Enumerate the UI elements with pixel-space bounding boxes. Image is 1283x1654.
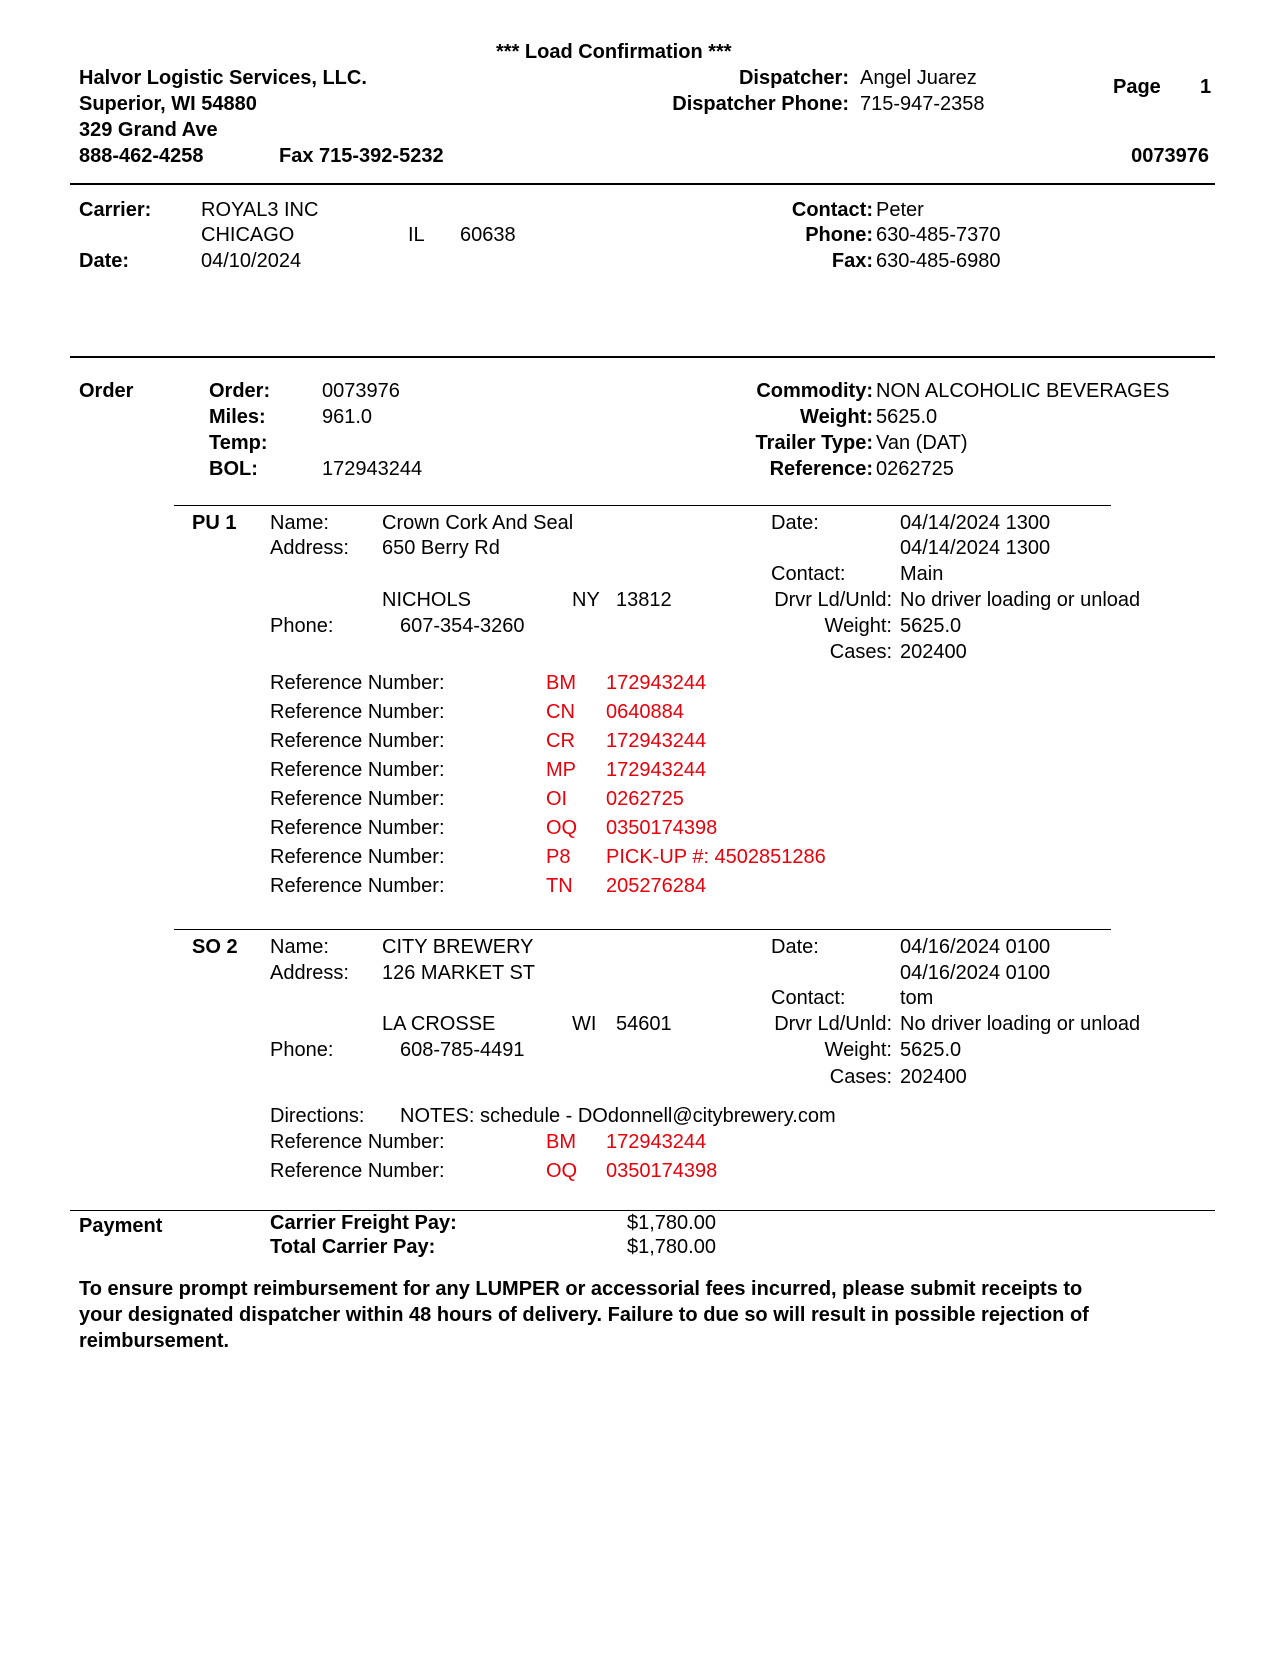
stop2-drvr-label: Drvr Ld/Unld:: [774, 1013, 892, 1035]
stop1-address: 650 Berry Rd: [382, 537, 500, 559]
stop2-date-label: Date:: [771, 936, 819, 958]
stop1-ref-code: OQ: [546, 817, 578, 839]
stop1-ref-code: TN: [546, 875, 573, 897]
stop1-ref-label: Reference Number:: [270, 672, 445, 694]
stop1-phone: 607-354-3260: [400, 615, 525, 637]
order-temp-label: Temp:: [209, 432, 268, 454]
stop2-contact-label: Contact:: [771, 987, 846, 1009]
stop1-ref-label: Reference Number:: [270, 817, 445, 839]
stop1-city: NICHOLS: [382, 589, 471, 611]
stop2-phone-label: Phone:: [270, 1039, 334, 1061]
stop2-weight-label: Weight:: [824, 1039, 892, 1061]
order-weight-label: Weight:: [800, 406, 873, 428]
header-divider: [70, 183, 1215, 185]
reimbursement-notice-line: your designated dispatcher within 48 hours of delivery. Failure to due so will result in possible rejection of: [79, 1304, 1089, 1326]
stop1-ref-value: 205276284: [606, 875, 707, 897]
carrier-divider: [70, 356, 1215, 358]
stop1-state: NY: [572, 589, 600, 611]
freight-pay: $1,780.00: [627, 1212, 716, 1234]
reimbursement-notice-line: To ensure prompt reimbursement for any LUMPER or accessorial fees incurred, please submit receipts to: [79, 1278, 1083, 1300]
stop1-ref-value: 0640884: [606, 701, 684, 723]
dispatcher-phone-label: Dispatcher Phone:: [672, 93, 849, 115]
stop1-ref-value: 172943244: [606, 672, 707, 694]
stop1-weight: 5625.0: [900, 615, 962, 637]
order-miles: 961.0: [322, 406, 373, 428]
commodity-label: Commodity:: [756, 380, 873, 402]
carrier-fax: 630-485-6980: [876, 250, 1001, 272]
stop1-contact: Main: [900, 563, 944, 585]
stop1-phone-label: Phone:: [270, 615, 334, 637]
stop1-address-label: Address:: [270, 537, 349, 559]
stop1-ref-value: 0262725: [606, 788, 684, 810]
stop2-cases-label: Cases:: [829, 1066, 892, 1088]
order-miles-label: Miles:: [209, 406, 266, 428]
stop1-drvr-label: Drvr Ld/Unld:: [774, 589, 892, 611]
payment-section-label: Payment: [79, 1215, 163, 1237]
stop2-state: WI: [572, 1013, 597, 1035]
total-pay-label: Total Carrier Pay:: [270, 1236, 436, 1258]
stop2-directions: NOTES: schedule - DOdonnell@citybrewery.com: [400, 1105, 836, 1127]
stop2-ref-value: 172943244: [606, 1131, 707, 1153]
stop2-name-label: Name:: [270, 936, 329, 958]
order-bol: 172943244: [322, 458, 423, 480]
page-number: 1: [1200, 76, 1212, 98]
stop2-divider: [174, 929, 1111, 930]
header-order-id: 0073976: [1131, 145, 1209, 167]
carrier-state: IL: [408, 224, 425, 246]
stop1-ref-value: 0350174398: [606, 817, 718, 839]
stop2-ref-label: Reference Number:: [270, 1131, 445, 1153]
stop2-date-2: 04/16/2024 0100: [900, 962, 1051, 984]
stop1-ref-label: Reference Number:: [270, 875, 445, 897]
stop1-weight-label: Weight:: [824, 615, 892, 637]
carrier-contact: Peter: [876, 199, 924, 221]
stop1-ref-value: 172943244: [606, 759, 707, 781]
carrier-name: ROYAL3 INC: [201, 199, 319, 221]
stop2-ref-code: BM: [546, 1131, 576, 1153]
company-street: 329 Grand Ave: [79, 119, 218, 141]
document-title: *** Load Confirmation ***: [496, 41, 732, 63]
dispatcher-label: Dispatcher:: [738, 67, 849, 89]
stop2-ref-value: 0350174398: [606, 1160, 718, 1182]
stop1-ref-code: CR: [546, 730, 575, 752]
carrier-phone: 630-485-7370: [876, 224, 1001, 246]
order-section-label: Order: [79, 380, 134, 402]
order-number: 0073976: [322, 380, 400, 402]
stop2-drvr: No driver loading or unload: [900, 1013, 1141, 1035]
order-reference: 0262725: [876, 458, 954, 480]
stop1-name: Crown Cork And Seal: [382, 512, 574, 534]
stop2-contact: tom: [900, 987, 934, 1009]
stop1-ref-code: CN: [546, 701, 575, 723]
carrier-zip: 60638: [460, 224, 516, 246]
carrier-date: 04/10/2024: [201, 250, 302, 272]
stop1-ref-code: P8: [546, 846, 571, 868]
company-name: Halvor Logistic Services, LLC.: [79, 67, 367, 89]
stop1-ref-label: Reference Number:: [270, 846, 445, 868]
stop2-ref-label: Reference Number:: [270, 1160, 445, 1182]
stop2-tag: SO 2: [192, 936, 238, 958]
stop2-name: CITY BREWERY: [382, 936, 534, 958]
stop1-date-label: Date:: [771, 512, 819, 534]
stop2-weight: 5625.0: [900, 1039, 962, 1061]
carrier-phone-label: Phone:: [805, 224, 873, 246]
stop1-cases-label: Cases:: [829, 641, 892, 663]
stop2-zip: 54601: [616, 1013, 672, 1035]
stop2-directions-label: Directions:: [270, 1105, 365, 1127]
stop2-date-1: 04/16/2024 0100: [900, 936, 1051, 958]
carrier-label: Carrier:: [79, 199, 152, 221]
stop1-ref-value: PICK-UP #: 4502851286: [606, 846, 826, 868]
stop1-drvr: No driver loading or unload: [900, 589, 1141, 611]
company-city: Superior, WI 54880: [79, 93, 257, 115]
stop1-zip: 13812: [616, 589, 672, 611]
stop2-phone: 608-785-4491: [400, 1039, 525, 1061]
stop1-contact-label: Contact:: [771, 563, 846, 585]
trailer-type-label: Trailer Type:: [755, 432, 873, 454]
stop2-address-label: Address:: [270, 962, 349, 984]
company-phone: 888-462-4258: [79, 145, 204, 167]
trailer-type: Van (DAT): [876, 432, 968, 454]
order-reference-label: Reference:: [769, 458, 873, 480]
stop1-ref-label: Reference Number:: [270, 759, 445, 781]
stop1-ref-code: OI: [546, 788, 568, 810]
stop1-ref-value: 172943244: [606, 730, 707, 752]
stop2-address: 126 MARKET ST: [382, 962, 536, 984]
dispatcher-name: Angel Juarez: [860, 67, 977, 89]
dispatcher-phone: 715-947-2358: [860, 93, 985, 115]
company-fax: Fax 715-392-5232: [279, 145, 444, 167]
stop2-ref-code: OQ: [546, 1160, 578, 1182]
stop1-cases: 202400: [900, 641, 967, 663]
stop1-ref-code: BM: [546, 672, 576, 694]
carrier-contact-label: Contact:: [791, 199, 873, 221]
stop1-ref-code: MP: [546, 759, 576, 781]
commodity: NON ALCOHOLIC BEVERAGES: [876, 380, 1170, 402]
order-weight: 5625.0: [876, 406, 938, 428]
order-bol-label: BOL:: [209, 458, 258, 480]
carrier-date-label: Date:: [79, 250, 130, 272]
stop2-cases: 202400: [900, 1066, 967, 1088]
stop1-date-1: 04/14/2024 1300: [900, 512, 1051, 534]
order-number-label: Order:: [209, 380, 271, 402]
stop1-ref-label: Reference Number:: [270, 701, 445, 723]
stop1-divider: [174, 505, 1111, 506]
stop1-name-label: Name:: [270, 512, 329, 534]
reimbursement-notice-line: reimbursement.: [79, 1330, 230, 1352]
carrier-fax-label: Fax:: [831, 250, 873, 272]
stop1-ref-label: Reference Number:: [270, 730, 445, 752]
stop1-date-2: 04/14/2024 1300: [900, 537, 1051, 559]
stop1-ref-label: Reference Number:: [270, 788, 445, 810]
freight-pay-label: Carrier Freight Pay:: [270, 1212, 457, 1234]
stop1-tag: PU 1: [192, 512, 237, 534]
stop2-city: LA CROSSE: [382, 1013, 496, 1035]
page-label: Page: [1113, 76, 1161, 98]
total-pay: $1,780.00: [627, 1236, 716, 1258]
carrier-city: CHICAGO: [201, 224, 295, 246]
